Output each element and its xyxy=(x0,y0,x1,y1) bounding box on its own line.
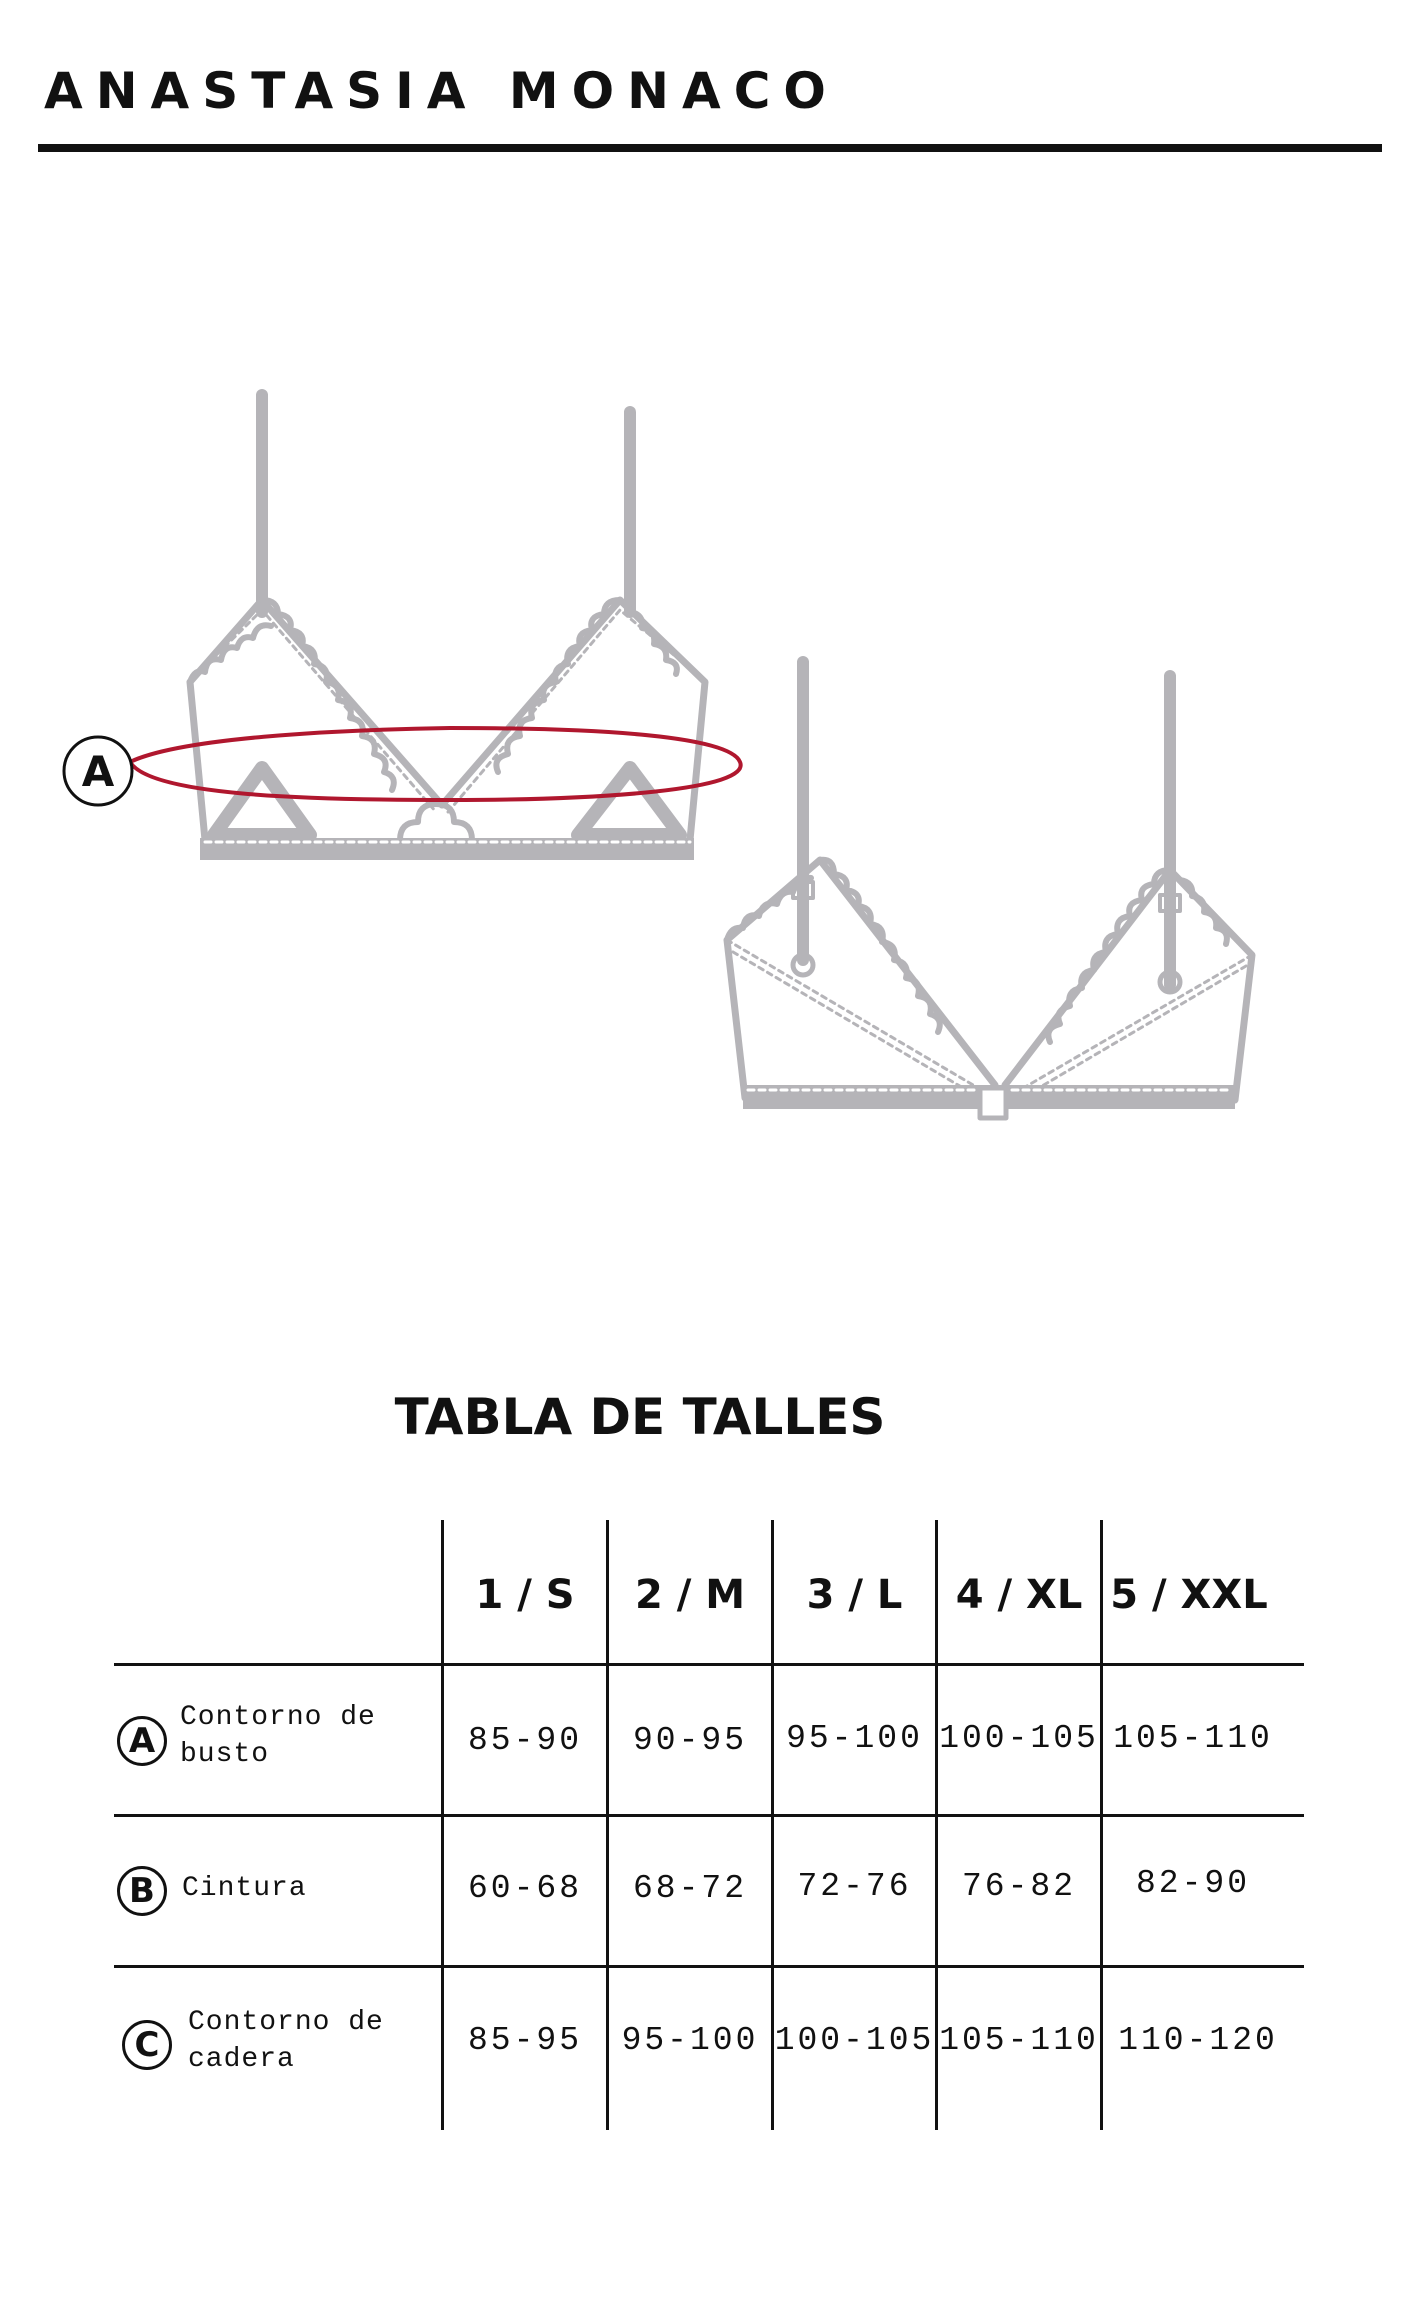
table-cell: 72-76 xyxy=(797,1868,912,1905)
size-header: 1 / S xyxy=(475,1572,575,1618)
marker-a xyxy=(64,737,132,805)
table-cell: 105-110 xyxy=(939,2022,1099,2059)
size-header: 5 / XXL xyxy=(1110,1572,1268,1618)
right-inner-triangle xyxy=(578,768,680,835)
brand-logo: ANASTASIA MONACO xyxy=(44,62,839,120)
size-table-title: TABLA DE TALLES xyxy=(394,1388,886,1446)
table-cell: 85-95 xyxy=(467,2022,583,2059)
row-label: Cintura xyxy=(182,1873,307,1904)
angled-view-bra xyxy=(727,662,1252,1118)
size-header: 4 / XL xyxy=(955,1572,1083,1618)
table-cell: 110-120 xyxy=(1118,2022,1278,2059)
row-marker-badge: B xyxy=(117,1866,167,1916)
table-cell: 85-90 xyxy=(467,1722,583,1759)
table-cell: 60-68 xyxy=(467,1870,583,1907)
bra-illustration xyxy=(0,360,1418,1160)
table-cell: 100-105 xyxy=(939,1720,1099,1757)
left-inner-triangle xyxy=(214,768,310,835)
row-label: Contorno de busto xyxy=(180,1702,376,1770)
table-cell: 105-110 xyxy=(1113,1720,1273,1757)
table-cell: 90-95 xyxy=(632,1722,748,1759)
table-row-divider xyxy=(114,1965,1304,1968)
table-cell: 76-82 xyxy=(961,1868,1077,1905)
table-cell: 68-72 xyxy=(632,1870,748,1907)
table-cell: 95-100 xyxy=(621,2022,759,2059)
table-row-divider xyxy=(114,1663,1304,1666)
front-view-bra xyxy=(190,395,705,860)
row-label: Contorno de cadera xyxy=(188,2007,384,2075)
size-header: 2 / M xyxy=(634,1572,746,1618)
size-header: 3 / L xyxy=(806,1572,903,1618)
row-marker-badge: C xyxy=(122,2020,172,2070)
row-marker-badge: A xyxy=(117,1716,167,1766)
marker-a-label: A xyxy=(81,747,115,796)
table-row-divider xyxy=(114,1814,1304,1817)
table-cell: 82-90 xyxy=(1135,1865,1251,1902)
table-cell: 95-100 xyxy=(786,1720,923,1757)
table-cell: 100-105 xyxy=(774,2022,935,2059)
header-divider xyxy=(38,144,1382,152)
